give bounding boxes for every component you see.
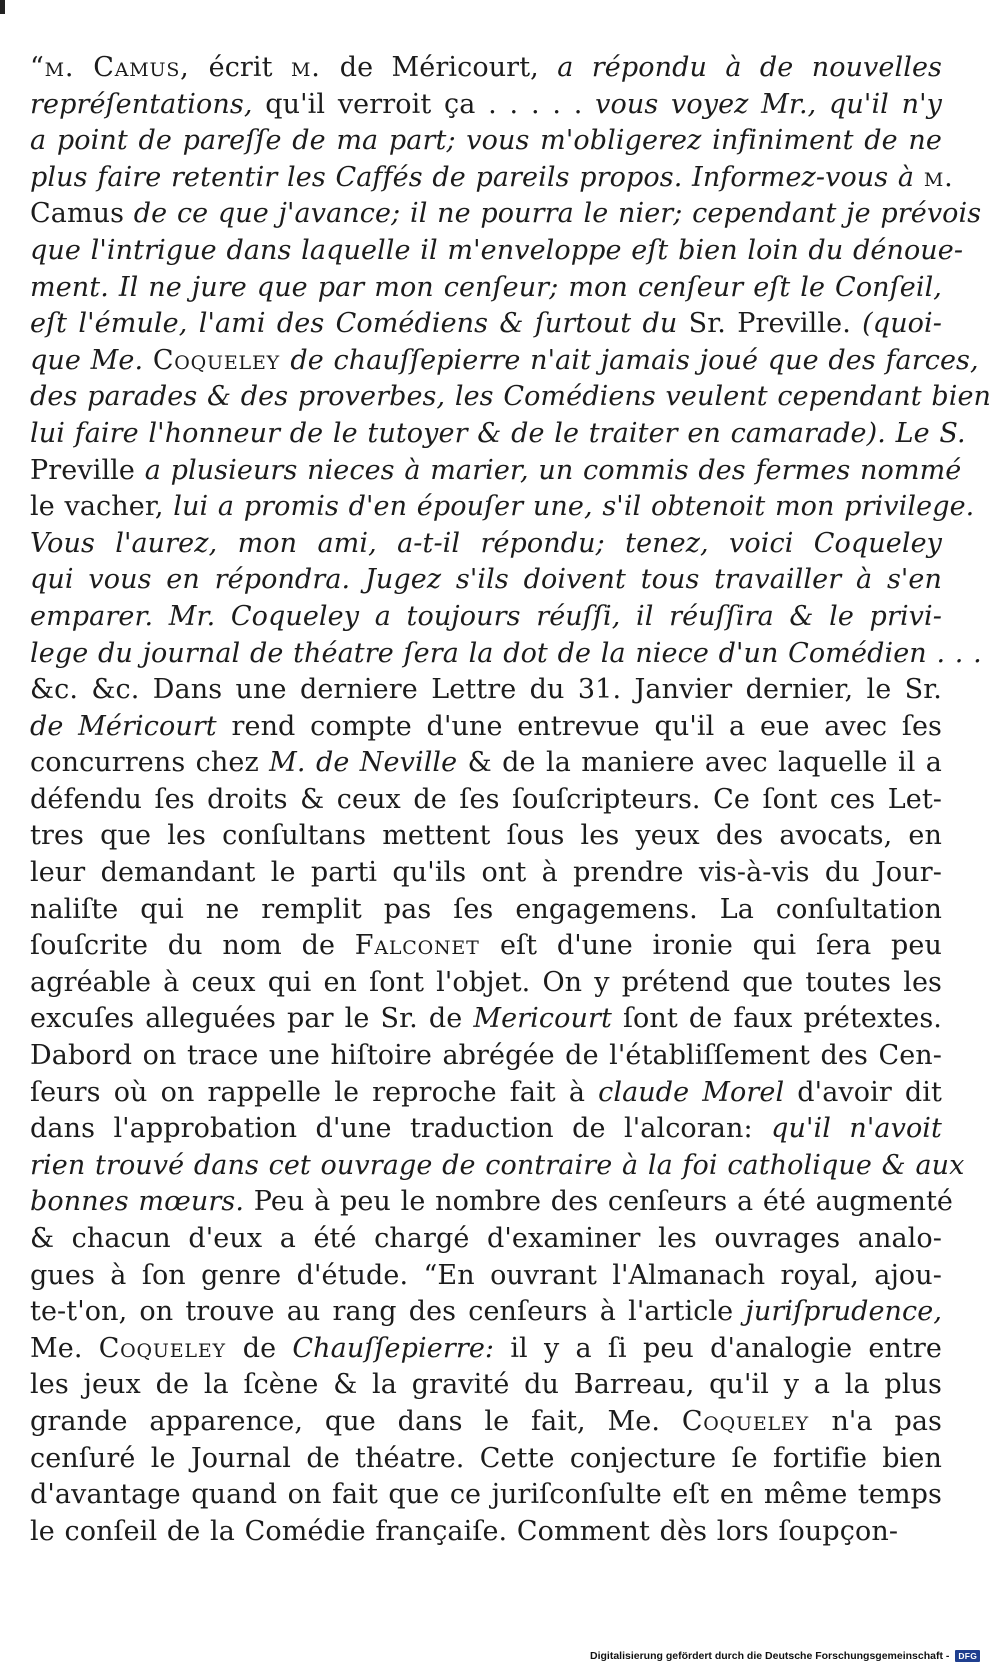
text-segment: il y a ſi peu d'analogie entre — [510, 1332, 942, 1364]
text-line — [30, 1367, 942, 1404]
text-line — [30, 1111, 942, 1148]
text-segment: écrit — [208, 52, 291, 83]
text-line — [30, 416, 966, 453]
text-segment: Me. — [30, 1332, 99, 1364]
text-segment: Coqueley — [98, 1332, 243, 1364]
text-segment: lui a promis d'en épouſer une, s'il obtenoit mon privilege. — [173, 491, 975, 523]
text-line — [30, 709, 942, 746]
text-segment: Preville — [30, 454, 145, 486]
text-line — [30, 50, 942, 87]
text-segment: ſont de faux prétextes. — [622, 1003, 942, 1035]
text-line — [30, 782, 942, 819]
text-segment: repréſentations, — [30, 88, 266, 120]
text-segment: vous voyez Mr., qu'il n'y — [595, 88, 942, 120]
text-segment: grande apparence, que dans le fait, Me. — [30, 1405, 682, 1437]
text-segment: Dabord on trace une hiſtoire abrégée de l'établiſſement des Cen- — [30, 1040, 942, 1072]
text-line — [30, 855, 942, 892]
text-line — [30, 233, 964, 270]
text-line — [30, 489, 975, 526]
text-segment: qui vous en répondra. Jugez s'ils doivent tous travailler à s'en — [30, 564, 942, 596]
text-segment: que l'intrigue dans laquelle il m'enveloppe eſt bien loin du dénoue- — [30, 234, 964, 266]
document-page-body — [30, 50, 992, 1550]
text-line — [30, 965, 942, 1002]
text-line — [30, 1184, 954, 1221]
text-line — [30, 928, 942, 965]
text-line — [30, 343, 979, 380]
text-segment: claude Morel — [598, 1076, 798, 1108]
text-segment: qu'il n'avoit — [771, 1113, 942, 1145]
text-segment: de ce que j'avance; il ne pourra le nier; cependant je prévois — [133, 198, 982, 230]
text-segment: des parades & des proverbes, les Comédiens veulent cependant bien — [30, 381, 992, 413]
text-segment: qu'il verroit ça . . . . . — [265, 88, 596, 120]
text-segment: a plusieurs nieces à marier, un commis des fermes nommé — [144, 454, 962, 486]
text-segment: eſt l'émule, l'ami des Comédiens & ſurtout du — [30, 308, 689, 340]
text-segment: dans l'approbation d'une traduction de l'alcoran: — [30, 1113, 772, 1145]
text-line — [30, 818, 942, 855]
text-segment: gues à ſon genre d'étude. “En ouvrant l'Almanach royal, ajou- — [30, 1259, 942, 1291]
text-segment: ſouſcrite du nom de — [30, 930, 355, 962]
text-segment: de — [242, 1332, 293, 1364]
text-segment: te-t'on, on trouve au rang des cenſeurs à l'article — [30, 1296, 746, 1328]
text-segment: de chauſſepierre n'ait jamais joué que des farces, — [290, 344, 979, 376]
text-segment: d'avoir dit — [797, 1076, 942, 1108]
text-line — [30, 1514, 942, 1551]
text-line — [30, 1441, 942, 1478]
text-segment: ment. Il ne jure que par mon cenſeur; mon cenſeur eſt le Conſeil, — [30, 271, 942, 303]
text-line — [30, 599, 942, 636]
text-segment: m. — [291, 52, 340, 83]
text-segment: de Méricourt — [30, 710, 232, 742]
text-segment: n'a pas — [831, 1405, 942, 1437]
text-line — [30, 1038, 942, 1075]
text-segment: défendu ſes droits & ceux de ſes ſouſcripteurs. Ce ſont ces Let- — [30, 783, 942, 815]
text-segment: “m. Camus, — [30, 52, 209, 83]
text-segment: Camus — [30, 198, 134, 230]
text-line — [30, 1221, 942, 1258]
digitization-credit-text: Digitalisierung gefördert durch die Deutsche Forschungsgemeinschaft - — [590, 1650, 950, 1662]
text-segment: m. — [923, 161, 954, 193]
text-segment: rien trouvé dans cet ouvrage de contraire à la foi catholique & aux — [30, 1149, 965, 1181]
text-line — [30, 123, 942, 160]
text-segment: le vacher, — [30, 491, 174, 523]
text-line — [30, 526, 942, 563]
text-line — [30, 672, 942, 709]
text-segment: juriſprudence, — [745, 1296, 942, 1328]
text-line — [30, 379, 992, 416]
text-segment: & de la maniere avec laquelle il a — [467, 747, 942, 779]
text-segment: naliſte qui ne remplit pas ſes engagemens. La conſultation — [30, 893, 942, 925]
text-line — [30, 87, 942, 124]
text-line — [30, 1294, 942, 1331]
text-segment: bonnes mœurs. — [30, 1186, 254, 1218]
text-segment: lege du journal de théatre ſera la dot de la niece d'un Comédien . . . — [30, 637, 982, 669]
text-line — [30, 196, 982, 233]
page-corner-mark — [0, 0, 5, 14]
text-line — [30, 1477, 942, 1514]
text-segment: Falconet — [354, 930, 500, 962]
text-segment: tres que les conſultans mettent ſous les yeux des avocats, en — [30, 820, 942, 852]
text-segment: (quoi- — [862, 308, 942, 340]
text-line — [30, 160, 954, 197]
text-line — [30, 1001, 942, 1038]
text-line — [30, 453, 962, 490]
text-segment: ſeurs où on rappelle le reproche fait à — [30, 1076, 599, 1108]
text-segment: Sr. Preville. — [688, 308, 863, 340]
text-segment: rend compte d'une entrevue qu'il a eue avec ſes — [231, 710, 942, 742]
text-line — [30, 1148, 965, 1185]
text-line — [30, 270, 942, 307]
text-line — [30, 562, 942, 599]
text-line — [30, 1075, 942, 1112]
text-segment: Coqueley — [681, 1405, 832, 1437]
text-segment: d'avantage quand on fait que ce juriſconſulte eſt en même temps — [30, 1479, 942, 1511]
text-segment: a point de pareſſe de ma part; vous m'obligerez infiniment de ne — [30, 125, 942, 157]
text-segment: leur demandant le parti qu'ils ont à prendre vis-à-vis du Jour- — [30, 857, 942, 889]
text-segment: Peu à peu le nombre des cenſeurs a été augmenté — [253, 1186, 954, 1218]
text-line — [30, 636, 982, 673]
text-line — [30, 1258, 942, 1295]
text-segment: &c. &c. Dans une derniere Lettre du 31. Janvier dernier, le Sr. — [30, 674, 942, 706]
text-line — [30, 306, 942, 343]
text-segment: & chacun d'eux a été chargé d'examiner les ouvrages analo- — [30, 1223, 942, 1254]
digitization-credit — [590, 1650, 980, 1662]
text-segment: Vous l'aurez, mon ami, a-t-il répondu; tenez, voici Coqueley — [30, 527, 942, 559]
text-segment: eſt d'une ironie qui ſera peu — [499, 930, 943, 962]
dfg-logo: DFG — [955, 1650, 980, 1662]
text-line — [30, 892, 942, 929]
text-segment: les jeux de la ſcène & la gravité du Barreau, qu'il y a la plus — [30, 1369, 942, 1401]
text-segment: le conſeil de la Comédie françaiſe. Comment dès lors ſoupçon- — [30, 1515, 899, 1547]
text-line — [30, 745, 942, 782]
text-segment: Mericourt — [473, 1003, 623, 1035]
text-segment: a répondu à de nouvelles — [557, 52, 942, 83]
text-segment: de Méricourt, — [339, 52, 558, 83]
text-line — [30, 1331, 942, 1368]
text-segment: plus faire retentir les Caffés de pareils propos. Informez-vous à — [30, 161, 924, 193]
text-segment: emparer. Mr. Coqueley a toujours réuſſi, il réuſſira & le privi- — [30, 600, 942, 632]
text-segment: cenſuré le Journal de théatre. Cette conjecture ſe fortifie bien — [30, 1442, 942, 1474]
text-segment: concurrens chez — [30, 747, 270, 779]
text-segment: lui faire l'honneur de le tutoyer & de le traiter en camarade). Le S. — [30, 417, 966, 449]
text-segment: Coqueley — [152, 344, 291, 376]
text-segment: excuſes alleguées par le Sr. de — [30, 1003, 474, 1035]
text-segment: que Me. — [30, 344, 153, 376]
text-segment: Chauſſepierre: — [292, 1332, 511, 1364]
text-line — [30, 1404, 942, 1441]
text-segment: M. de Neville — [269, 747, 468, 779]
text-segment: agréable à ceux qui en ſont l'objet. On y prétend que toutes les — [30, 966, 942, 998]
